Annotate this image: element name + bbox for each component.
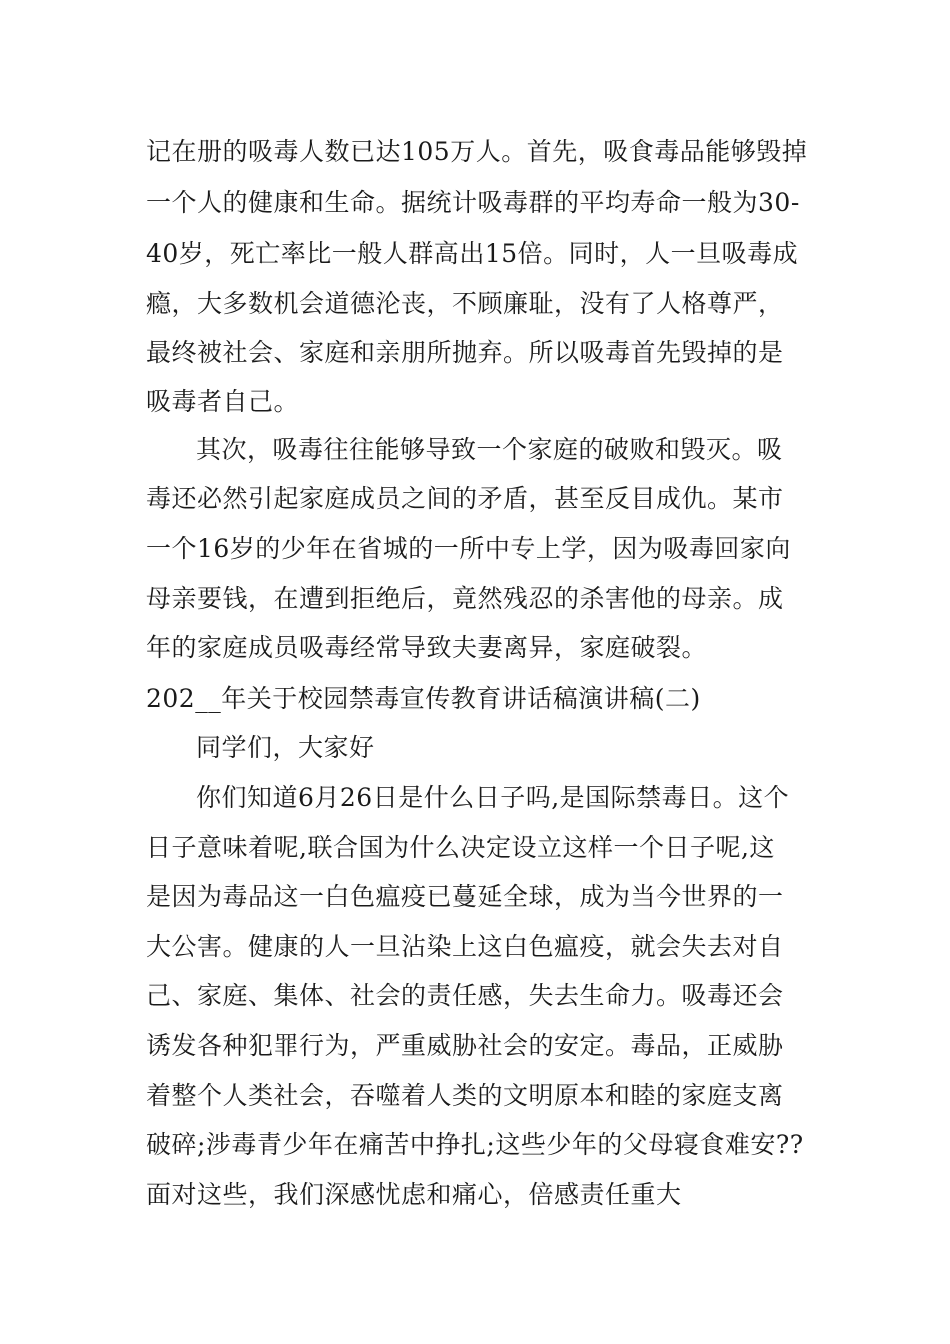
text-line: 破碎;涉毒青少年在痛苦中挣扎;这些少年的父母寝食难安?? [146, 1130, 804, 1159]
text-line: 是因为毒品这一白色瘟疫已蔓延全球，成为当今世界的一 [146, 882, 784, 911]
text-line: 面对这些，我们深感忧虑和痛心，倍感责任重大 [146, 1180, 682, 1209]
text-line: 最终被社会、家庭和亲朋所抛弃。所以吸毒首先毁掉的是 [146, 338, 784, 367]
section-heading: 202__年关于校园禁毒宣传教育讲话稿演讲稿(二) [146, 684, 701, 713]
greeting-line: 同学们，大家好 [196, 733, 375, 762]
text-line: 己、家庭、集体、社会的责任感，失去生命力。吸毒还会 [146, 981, 784, 1010]
text-line: 一个人的健康和生命。据统计吸毒群的平均寿命一般为30- [146, 188, 800, 217]
paragraph-start-line: 其次，吸毒往往能够导致一个家庭的破败和毁灭。吸 [196, 435, 783, 464]
text-line: 大公害。健康的人一旦沾染上这白色瘟疫，就会失去对自 [146, 932, 784, 961]
text-line: 日子意味着呢,联合国为什么决定设立这样一个日子呢,这 [146, 833, 775, 862]
text-line: 40岁，死亡率比一般人群高出15倍。同时，人一旦吸毒成 [146, 239, 799, 268]
text-line: 毒还必然引起家庭成员之间的矛盾，甚至反目成仇。某市 [146, 484, 784, 513]
text-line: 瘾，大多数机会道德沦丧，不顾廉耻，没有了人格尊严， [146, 289, 784, 318]
text-line: 诱发各种犯罪行为，严重威胁社会的安定。毒品，正威胁 [146, 1031, 784, 1060]
text-line: 年的家庭成员吸毒经常导致夫妻离异，家庭破裂。 [146, 633, 708, 662]
text-line: 着整个人类社会，吞噬着人类的文明原本和睦的家庭支离 [146, 1081, 784, 1110]
text-line: 吸毒者自己。 [146, 387, 300, 416]
text-line: 记在册的吸毒人数已达105万人。首先，吸食毒品能够毁掉 [146, 137, 808, 166]
text-line: 一个16岁的少年在省城的一所中专上学，因为吸毒回家向 [146, 534, 791, 563]
paragraph-start-line: 你们知道6月26日是什么日子吗,是国际禁毒日。这个 [196, 783, 790, 812]
text-line: 母亲要钱，在遭到拒绝后，竟然残忍的杀害他的母亲。成 [146, 584, 784, 613]
